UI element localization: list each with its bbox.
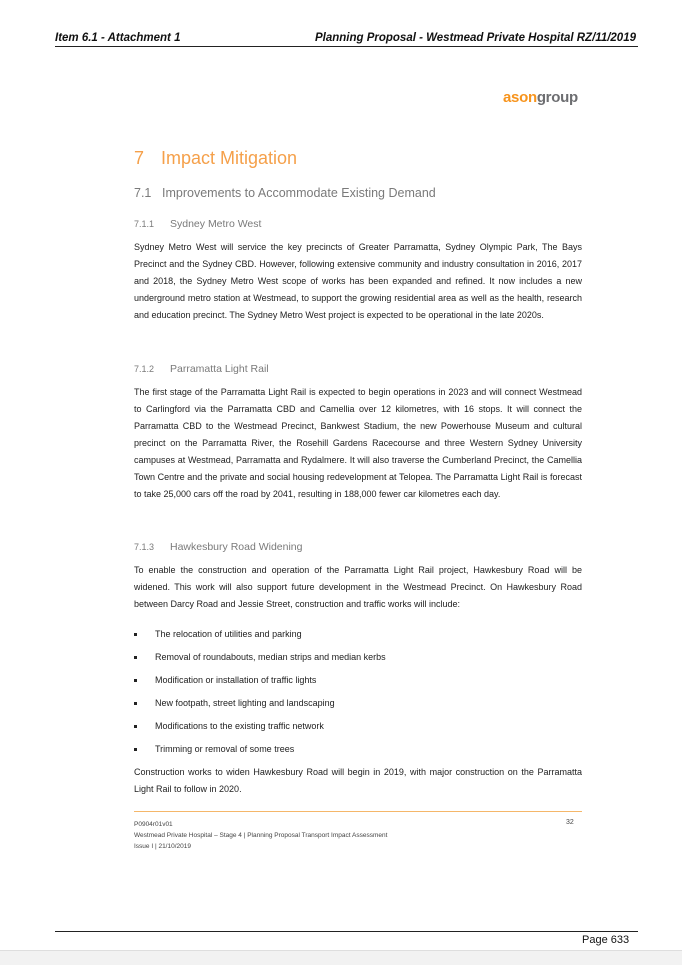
heading-number: 7.1.3 (134, 542, 155, 552)
subsection-heading (134, 186, 436, 200)
heading-number: 7.1.1 (134, 219, 155, 229)
bullet-icon (134, 725, 137, 728)
heading-sydney-metro-west (134, 218, 261, 230)
page-header (55, 31, 638, 47)
list-item-text: Removal of roundabouts, median strips and median kerbs (155, 652, 386, 662)
section-number: 7 (134, 148, 145, 168)
paragraph-hawkesbury-closing: Construction works to widen Hawkesbury Road will begin in 2019, with major construction on the Parramatta Light Rail to follow in 2020. (134, 767, 582, 794)
list-item-text: Modification or installation of traffic lights (155, 675, 317, 685)
bullet-icon (134, 702, 137, 705)
logo-part-group: group (536, 89, 578, 106)
section-title: Impact Mitigation (161, 148, 298, 168)
paragraph-hawkesbury-intro: To enable the construction and operation of the Parramatta Light Rail project, Hawkesbury Road will be widened. This work will also support future development in the Westmead Precinct. On Hawkesbury Road between Darcy Road and Jessie Street, construction and traffic works will include: (134, 565, 582, 609)
list-item-text: Trimming or removal of some trees (155, 744, 295, 754)
works-bullet-list (134, 626, 582, 764)
list-item (134, 718, 582, 741)
subsection-title: Improvements to Accommodate Existing Demand (162, 186, 436, 200)
footer-page-number: 32 (566, 819, 574, 826)
bullet-icon (134, 748, 137, 751)
footer-document-code: P0904r01v01 (134, 821, 173, 828)
bullet-icon (134, 656, 137, 659)
footer-issue-date: Issue I | 21/10/2019 (134, 843, 191, 850)
ason-group-logo (503, 89, 578, 106)
paragraph-sydney-metro-west: Sydney Metro West will service the key precincts of Greater Parramatta, Sydney Olympic Park, The Bays Precinct and the Sydney CBD. However, following extensive community and industry consultation in 2016, 2017 and 2018, the Sydney Metro West scope of works has been expanded and refined. It now includes a new underground metro station at Westmead, to support the growing residential area as well as the health, research and education precinct. The Sydney Metro West project is expected to be operational in the late 2020s. (134, 242, 582, 320)
viewer-bottom-edge (0, 950, 682, 965)
logo-part-ason: ason (503, 89, 537, 106)
agenda-page-number: Page 633 (582, 934, 630, 946)
footer-divider (134, 811, 582, 812)
paragraph-parramatta-light-rail: The first stage of the Parramatta Light Rail is expected to begin operations in 2023 and will connect Westmead to Carlingford via the Parramatta CBD and Camellia over 12 kilometres, with 16 stops. It will connect the Parramatta CBD to the Westmead Precinct, Bankwest Stadium, the new Powerhouse Museum and cultural precinct on the Parramatta River, the Rosehill Gardens Racecourse and three Western Sydney University campuses at Westmead, Parramatta and Rydalmere. It will also traverse the Cumberland Precinct, the Camellia Town Centre and the private and social housing redevelopment at Telopea. The Parramatta Light Rail is forecast to take 25,000 cars off the road by 2041, resulting in 188,000 fewer car kilometres each day. (134, 387, 582, 499)
list-item (134, 626, 582, 649)
bullet-icon (134, 633, 137, 636)
section-heading (134, 148, 297, 169)
list-item (134, 672, 582, 695)
bullet-icon (134, 679, 137, 682)
footer-document-title: Westmead Private Hospital – Stage 4 | Planning Proposal Transport Impact Assessment (134, 832, 388, 839)
heading-title: Parramatta Light Rail (170, 363, 269, 375)
bottom-divider (55, 931, 638, 932)
header-document-title: Planning Proposal - Westmead Private Hospital RZ/11/2019 (314, 32, 636, 44)
header-attachment-label: Item 6.1 - Attachment 1 (55, 32, 181, 44)
list-item-text: Modifications to the existing traffic network (155, 721, 324, 731)
heading-hawkesbury-road-widening (134, 541, 302, 553)
heading-parramatta-light-rail (134, 363, 269, 375)
heading-title: Hawkesbury Road Widening (170, 541, 303, 553)
subsection-number: 7.1 (134, 186, 152, 200)
list-item-text: The relocation of utilities and parking (155, 629, 302, 639)
list-item (134, 649, 582, 672)
list-item (134, 741, 582, 764)
heading-title: Sydney Metro West (170, 218, 262, 230)
list-item-text: New footpath, street lighting and landscaping (155, 698, 335, 708)
list-item (134, 695, 582, 718)
heading-number: 7.1.2 (134, 364, 155, 374)
